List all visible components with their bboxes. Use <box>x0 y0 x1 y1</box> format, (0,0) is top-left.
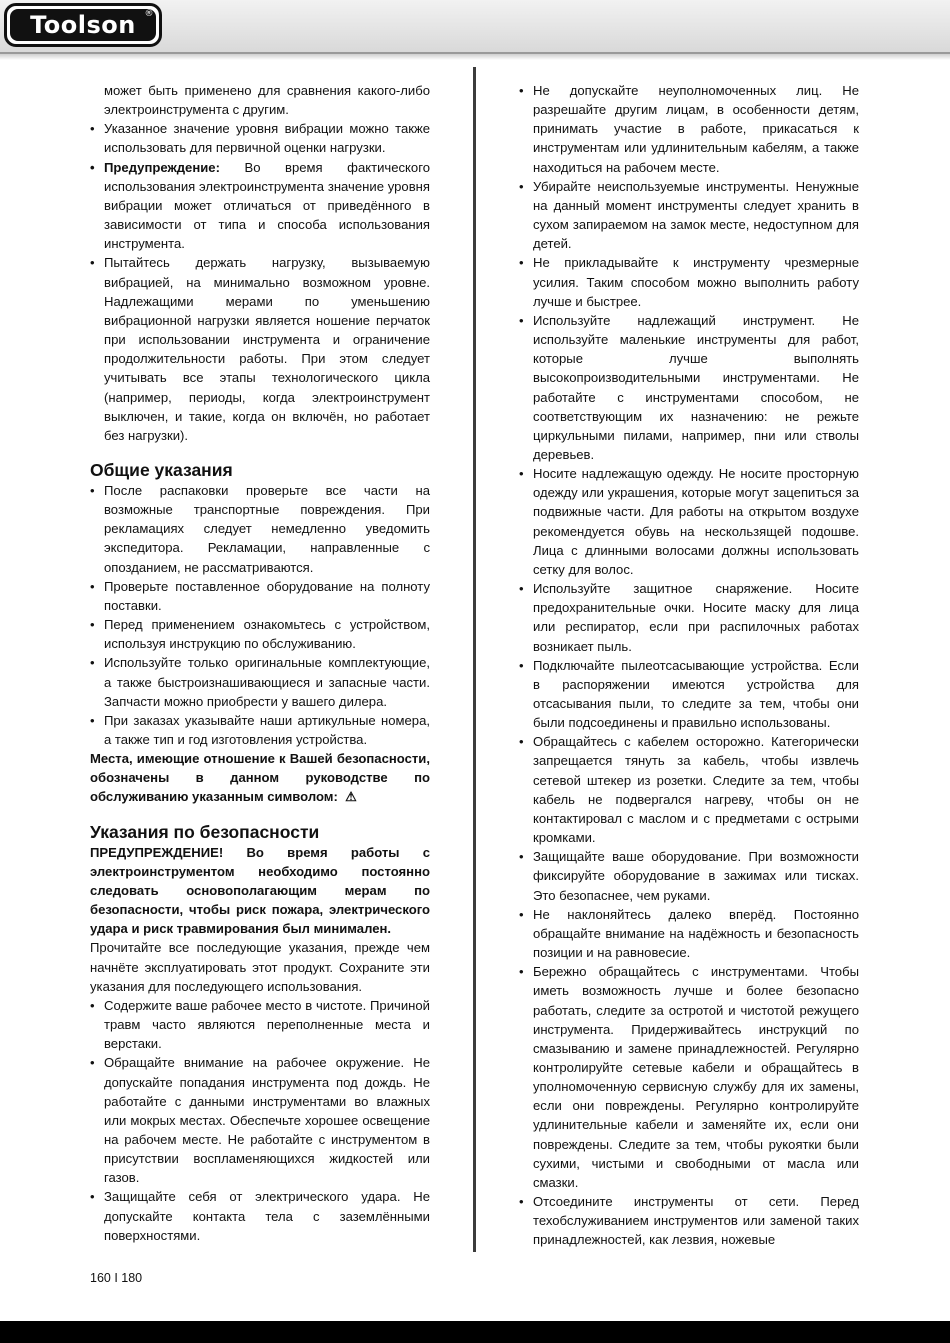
registered-mark: ® <box>144 9 154 19</box>
safety-list <box>90 996 430 1245</box>
bullet: • <box>519 1194 524 1210</box>
bullet: • <box>90 159 95 175</box>
list-item: • Перед применением ознакомьтесь с устройством, используя инструкцию по обслуживанию. <box>90 617 430 652</box>
bullet: • <box>90 121 95 137</box>
list-item: • Обращайте внимание на рабочее окружение. Не допускайте попадания инструмента под дождь. Не работайте с данными инструментами во влажных или мокрых местах. Обеспечьте хорошее освещение на рабочем месте. Не работайте с инструментом в присутствии воспламеняющихся жидкостей или газов. <box>90 1055 430 1186</box>
logo-text: Toolson <box>30 11 136 39</box>
list-item: • Не допускайте неуполномоченных лиц. Не разрешайте другим лицам, в особенности детям, принимать участие в работе, прикасаться к инструментам или удлинительным кабелям, а также находиться на рабочем месте. <box>519 83 859 175</box>
list-item: • После распаковки проверьте все части на возможные транспортные повреждения. При рекламациях следует немедленно уведомить экспедитора. Рекламации, направленные с опозданием, не рассматриваются. <box>90 482 430 575</box>
bullet: • <box>90 1055 95 1071</box>
bullet: • <box>519 849 524 865</box>
list-item: • Убирайте неиспользуемые инструменты. Ненужные на данный момент инструменты следует хранить в сухом запираемом на замок месте, недоступном для детей. <box>519 178 859 252</box>
list-item: • Отсоедините инструменты от сети. Перед техобслуживанием инструментов или заменой таких принадлежностей, как лезвия, ножевые <box>519 1194 859 1248</box>
bullet: • <box>519 83 524 98</box>
list-item: • При заказах указывайте наши артикульные номера, а также тип и год изготовления устройства. <box>90 712 430 747</box>
list-item: • Защищайте себя от электрического удара. Не допускайте контакта тела с заземлёнными поверхностями. <box>90 1189 430 1243</box>
warning-triangle-icon: ⚠ <box>345 789 357 805</box>
list-item: • Используйте надлежащий инструмент. Не используйте маленькие инструменты для работ, которые лучше выполнять высокопроизводительными инструментами. Не работайте с инструментами способом, не соответствующим их назначению: не режьте циркульными пилами, например, пни или стволы деревьев. <box>519 312 859 462</box>
bullet: • <box>90 255 95 271</box>
safety-warning: ПРЕДУПРЕЖДЕНИЕ! Во время работы с электроинструментом необходимо постоянно следовать основополагающим мерам по безопасности, чтобы риск пожара, электрического удара и риск травмирования был минимален. <box>90 844 430 937</box>
bullet: • <box>90 1189 95 1205</box>
footer-band <box>0 1321 950 1343</box>
header-shadow <box>0 54 950 60</box>
bullet: • <box>519 964 524 980</box>
list-item: • Не прикладывайте к инструменту чрезмерные усилия. Таким способом можно выполнить работу лучше и быстрее. <box>519 255 859 309</box>
list-item: • Используйте только оригинальные комплектующие, а также быстроизнашивающиеся и запасные части. Запчасти можно приобрести у вашего дилера. <box>90 655 430 709</box>
bullet: • <box>90 482 95 498</box>
toolson-logo <box>4 3 162 47</box>
list-item: • Защищайте ваше оборудование. При возможности фиксируйте оборудование в зажимах или тисках. Это безопаснее, чем руками. <box>519 849 859 903</box>
list-item: • Проверьте поставленное оборудование на полноту поставки. <box>90 578 430 613</box>
left-column <box>90 81 430 1245</box>
list-item: • Пытайтесь держать нагрузку, вызываемую вибрацией, на минимально возможном уровне. Надлежащими мерами по уменьшению вибрационной нагрузки является ношение перчаток при использовании инструмента и ограничение продолжительности работы. При этом следует учитывать все этапы технологического цикла (например, периоды, когда электроинструмент выключен, и такие, когда он включён, но работает без нагрузки). <box>90 255 430 443</box>
safety-intro: Прочитайте все последующие указания, прежде чем начнёте эксплуатировать этот продукт. Сохраните эти указания для последующего использования. <box>90 940 430 994</box>
general-list <box>90 481 430 749</box>
bullet: • <box>90 655 95 671</box>
list-item: • Содержите ваше рабочее место в чистоте. Причиной травм часто являются переполненные места и верстаки. <box>90 997 430 1052</box>
page-number: 160 I 180 <box>90 1271 143 1285</box>
list-item: • Бережно обращайтесь с инструментами. Чтобы иметь возможность лучше и более безопасно работать, следите за остротой и чистотой режущего инструмента. Придерживайтесь инструкций по смазыванию и замене принадлежностей. Регулярно контролируйте сетевые кабели и обращайтесь в уполномоченную сервисную службу для их замены, если они повреждены. Регулярно контролируйте удлинительные кабели и заменяйте их, если они повреждены. Следите за тем, чтобы рукоятки были сухими, чистыми и свободными от масла или смазки. <box>519 964 859 1190</box>
list-item: • Не наклоняйтесь далеко вперёд. Постоянно обращайте внимание на надёжность и безопасность позиции и на равновесие. <box>519 906 859 961</box>
list-item: • Используйте защитное снаряжение. Носите предохранительные очки. Носите маску для лица или респиратор, если при распилочных работах возникает пыль. <box>519 581 859 654</box>
general-heading: Общие указания <box>90 459 233 480</box>
bullet: • <box>519 466 524 482</box>
safety-heading: Указания по безопасности <box>90 821 320 842</box>
list-item: • Предупреждение: Во время фактического использования электроинструмента значение уровня вибрации может отличаться от приведённого в зависимости от типа и способа использования инструмента. <box>90 159 430 252</box>
bullet: • <box>519 178 524 194</box>
symbol-note: Места, имеющие отношение к Вашей безопасности, обозначены в данном руководстве по обслуживанию указанным символом: ⚠ <box>90 751 430 805</box>
bullet: • <box>519 255 524 271</box>
bullet: • <box>519 581 524 597</box>
intro-continuation: может быть применено для сравнения какого-либо электроинструмента с другим. <box>104 83 430 118</box>
bullet: • <box>519 906 524 922</box>
bullet: • <box>90 997 95 1013</box>
bullet: • <box>90 712 95 728</box>
warning-label: Предупреждение: <box>104 159 220 175</box>
list-item: • Обращайтесь с кабелем осторожно. Категорически запрещается тянуть за кабель, чтобы извлечь сетевой штекер из розетки. Следите за тем, чтобы кабель не подвергался нагреву, чтобы он не контактировал с маслом и с предметами с острыми кромками. <box>519 734 859 846</box>
bullet: • <box>90 578 95 594</box>
bullet: • <box>519 657 524 673</box>
vibration-list <box>90 119 430 445</box>
list-item: • Подключайте пылеотсасывающие устройства. Если в распоряжении имеются устройства для отсасывания пыли, то следите за тем, чтобы они были подсоединены и правильно использованы. <box>519 657 859 731</box>
bullet: • <box>519 734 524 750</box>
list-item: • Носите надлежащую одежду. Не носите просторную одежду или украшения, которые могут зацепиться за подвижные части. Для работы на открытом воздухе рекомендуется обувь на нескользящей подошве. Лица с длинными волосами должны использовать сетку для волос. <box>519 466 859 577</box>
column-divider <box>473 67 476 1252</box>
safety-list-continued <box>519 81 859 1250</box>
logo-wordmark <box>10 9 156 41</box>
right-column <box>519 81 859 1250</box>
bullet: • <box>90 617 95 633</box>
list-item: • Указанное значение уровня вибрации можно также использовать для первичной оценки нагрузки. <box>90 121 430 156</box>
bullet: • <box>519 312 524 328</box>
